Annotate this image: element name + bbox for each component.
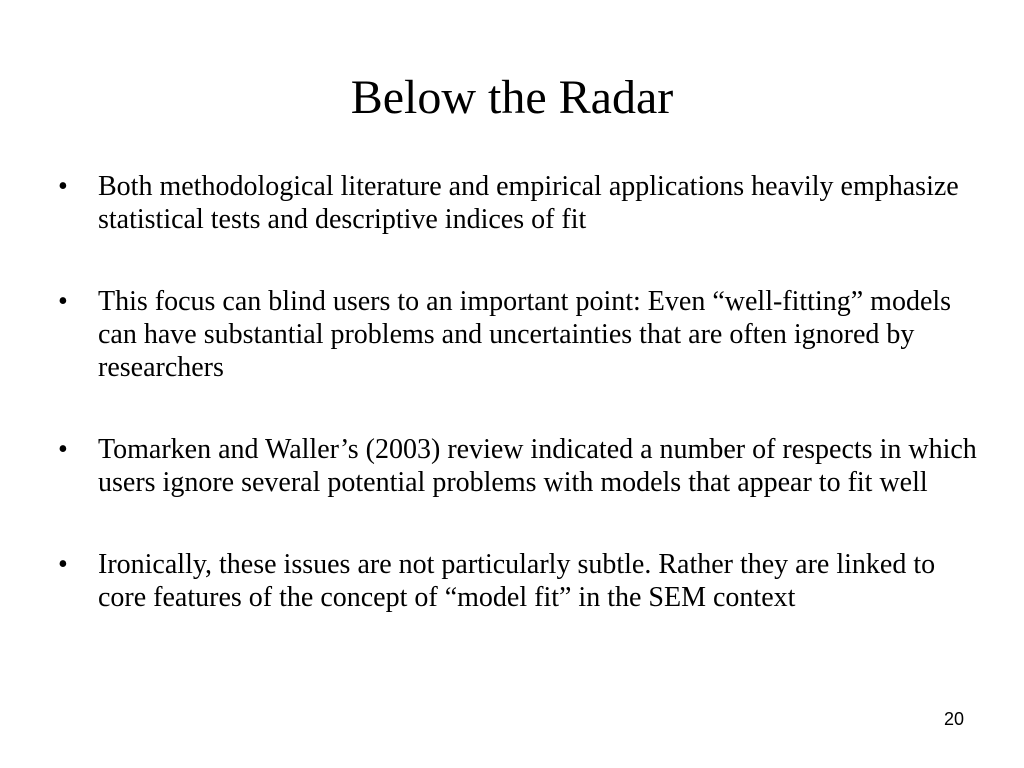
bullet-item (58, 548, 978, 614)
bullet-text: Ironically, these issues are not particularly subtle. Rather they are linked to core features of the concept of “model fit” in the SEM context (98, 549, 936, 613)
bullet-icon: • (58, 286, 68, 317)
bullet-text: Both methodological literature and empirical applications heavily emphasize statistical tests and descriptive indices of fit (98, 171, 959, 235)
bullet-item (58, 285, 978, 384)
bullet-icon: • (58, 171, 68, 202)
bullet-list (58, 170, 978, 614)
bullet-item (58, 433, 978, 499)
bullet-item (58, 170, 978, 236)
bullet-text: This focus can blind users to an important point: Even “well-fitting” models can have substantial problems and uncertainties that are often ignored by researchers (98, 286, 952, 383)
page-number: 20 (943, 709, 964, 729)
bullet-icon: • (58, 549, 68, 580)
bullet-icon: • (58, 434, 68, 465)
bullet-text: Tomarken and Waller’s (2003) review indicated a number of respects in which users ignore several potential problems with models that appear to fit well (98, 434, 977, 498)
slide-title: Below the Radar (350, 71, 674, 124)
